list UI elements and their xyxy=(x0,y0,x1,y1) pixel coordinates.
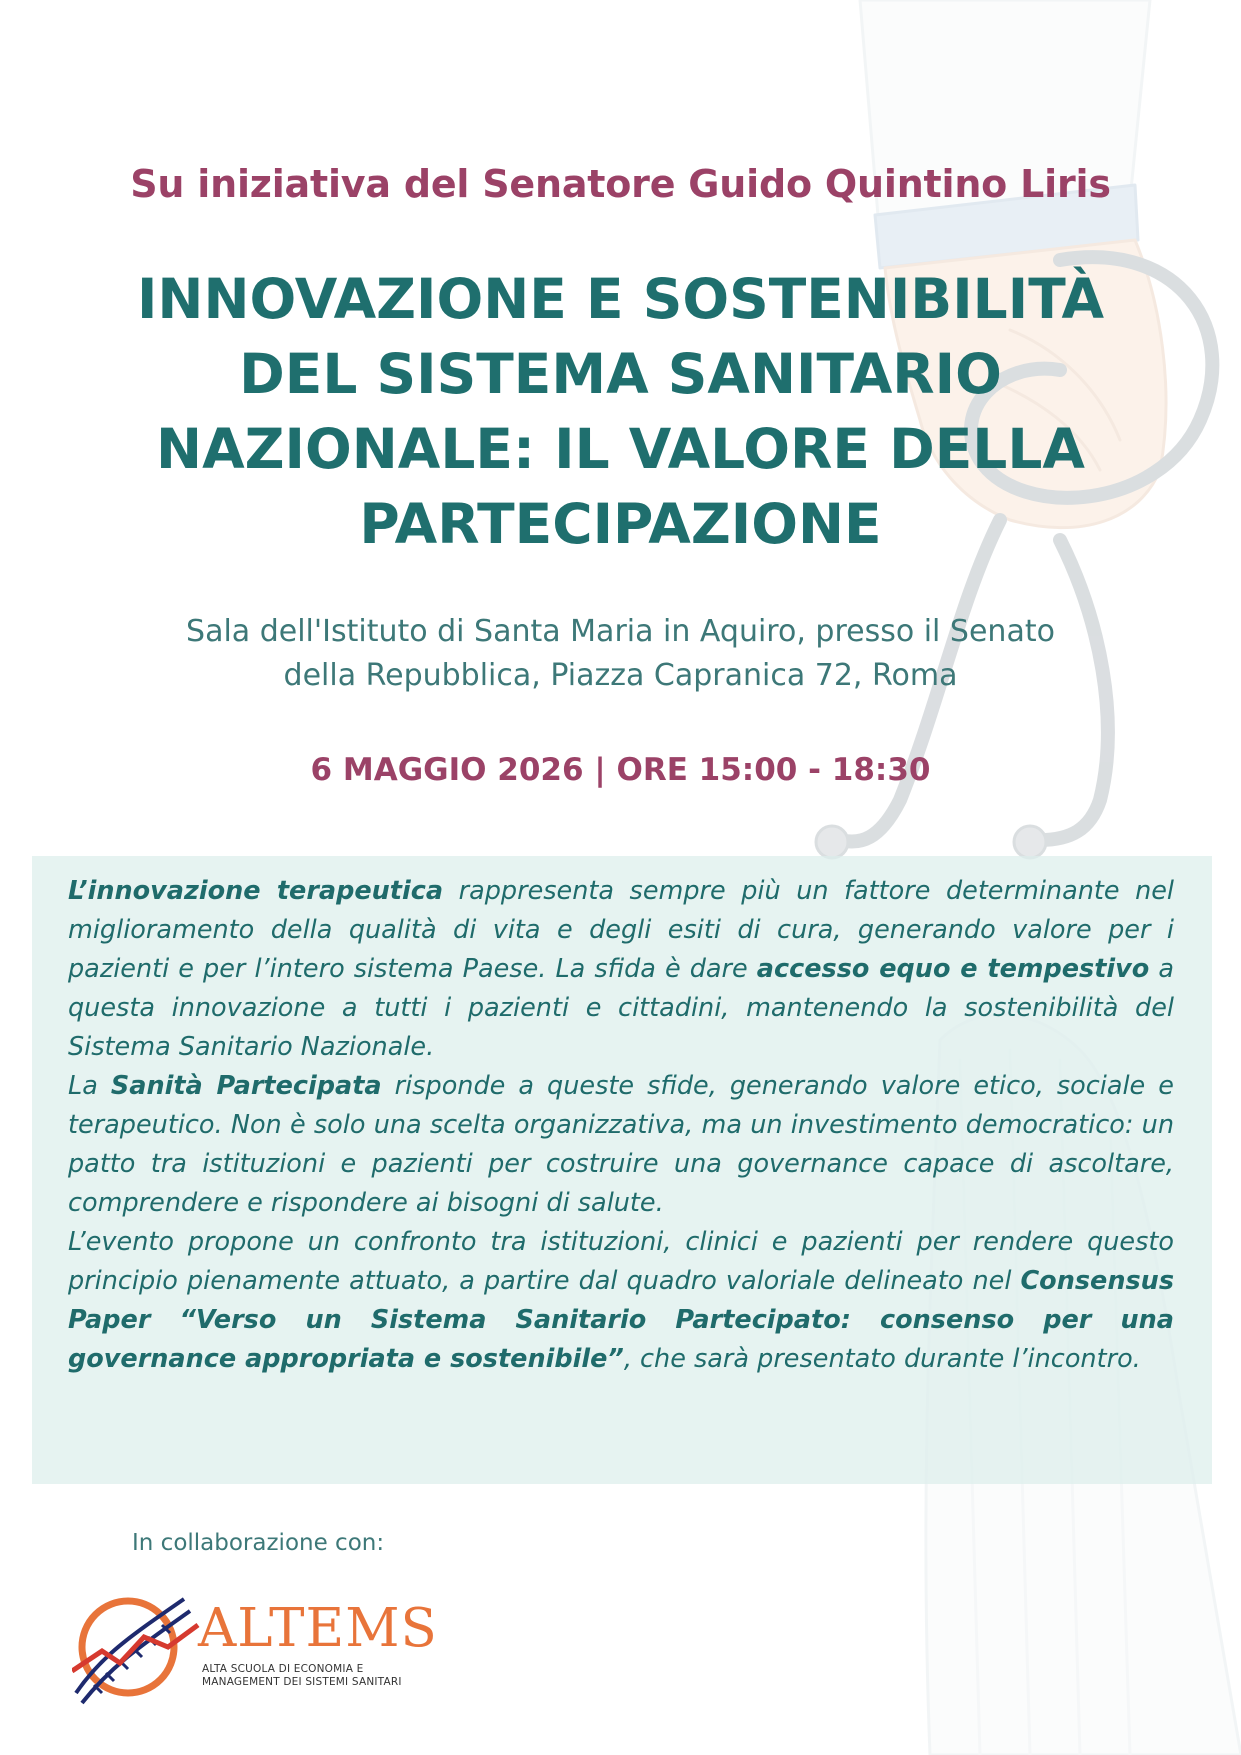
collaboration-label: In collaborazione con: xyxy=(132,1530,385,1556)
description-paragraph xyxy=(68,1223,1174,1379)
logo-subtitle-line: MANAGEMENT DEI SISTEMI SANITARI xyxy=(202,1676,402,1688)
body-text: L’evento propone un confronto tra istituzioni, clinici e pazienti per rendere questo principio pienamente attuato, a partire dal quadro valoriale delineato nel xyxy=(68,1227,1174,1296)
event-title xyxy=(120,262,1121,562)
altems-logo-subtitle xyxy=(202,1663,462,1689)
highlight-text: accesso equo e tempestivo xyxy=(756,954,1150,984)
venue-line: della Repubblica, Piazza Capranica 72, Roma xyxy=(283,658,958,693)
altems-logo-name: ALTEMS xyxy=(198,1598,438,1659)
description-paragraph xyxy=(68,872,1174,1067)
initiative-line: Su iniziativa del Senatore Guido Quintino Liris xyxy=(130,162,1111,206)
event-title-line: NAZIONALE: IL VALORE DELLA xyxy=(156,417,1085,481)
body-text: rappresenta sempre più un fattore determinante nel miglioramento della qualità di vita e degli esiti di cura, generando valore per i pazienti e per l’intero sistema Paese. La sfida è dare xyxy=(68,876,1175,984)
body-text: a questa innovazione a tutti i pazienti e cittadini, mantenendo la sostenibilità del Sistema Sanitario Nazionale. xyxy=(68,954,1174,1062)
venue-address xyxy=(0,610,1241,698)
event-title-line: INNOVAZIONE E SOSTENIBILITÀ xyxy=(136,267,1105,331)
body-text: , che sarà presentato durante l’incontro. xyxy=(623,1344,1141,1374)
body-text: risponde a queste sfide, generando valore etico, sociale e terapeutico. Non è solo una scelta organizzativa, ma un investimento democratico: un patto tra istituzioni e pazienti per costruire una governance capace di ascoltare, comprendere e rispondere ai bisogni di salute. xyxy=(68,1071,1174,1218)
highlight-text: Consensus Paper “Verso un Sistema Sanitario Partecipato: consenso per una governance appropriata e sostenibile” xyxy=(68,1266,1174,1374)
body-text: La xyxy=(68,1071,111,1101)
event-title-line: DEL SISTEMA SANITARIO xyxy=(239,342,1002,406)
venue-line: Sala dell'Istituto di Santa Maria in Aquiro, presso il Senato xyxy=(186,614,1055,649)
date-time: 6 MAGGIO 2026 | ORE 15:00 - 18:30 xyxy=(310,752,931,788)
description-text xyxy=(68,872,1174,1379)
logo-subtitle-line: ALTA SCUOLA DI ECONOMIA E xyxy=(202,1663,364,1675)
description-paragraph xyxy=(68,1067,1174,1223)
highlight-text: Sanità Partecipata xyxy=(110,1071,382,1101)
event-title-line: PARTECIPAZIONE xyxy=(359,492,882,556)
highlight-text: L’innovazione terapeutica xyxy=(68,876,444,906)
